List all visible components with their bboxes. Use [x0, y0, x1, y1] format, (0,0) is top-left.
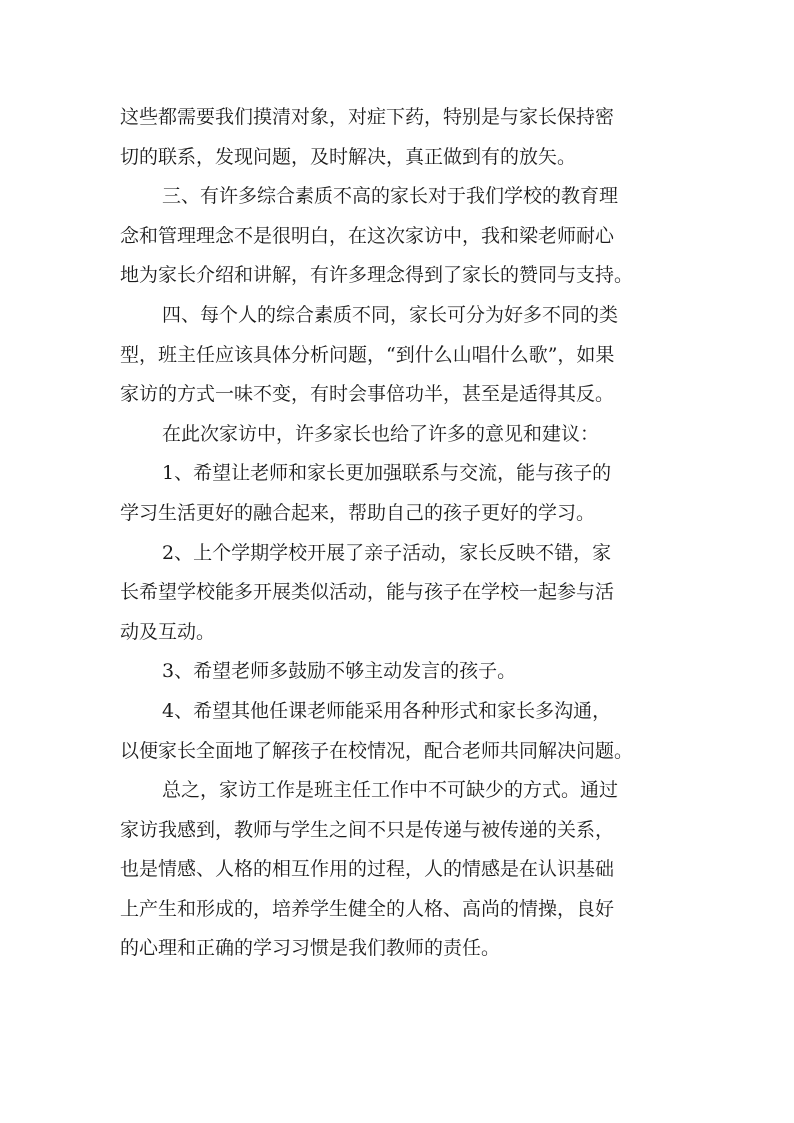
text-line: 长希望学校能多开展类似活动，能与孩子在学校一起参与活: [120, 581, 615, 604]
text-line: 家访我感到，教师与学生之间不只是传递与被传递的关系，: [120, 818, 615, 841]
text-line: 地为家长介绍和讲解，有许多理念得到了家长的赞同与支持。: [120, 264, 634, 287]
text-line: 也是情感、人格的相互作用的过程，人的情感是在认识基础: [120, 858, 615, 881]
text-line: 学习生活更好的融合起来，帮助自己的孩子更好的学习。: [120, 501, 596, 524]
document-body: [120, 98, 680, 969]
text-line: 三、有许多综合素质不高的家长对于我们学校的教育理: [162, 185, 619, 208]
text-line: 家访的方式一味不变，有时会事倍功半，甚至是适得其反。: [120, 383, 615, 406]
text-line: 这些都需要我们摸清对象，对症下药，特别是与家长保持密: [120, 106, 615, 128]
text-line: 3、希望老师多鼓励不够主动发言的孩子。: [162, 660, 517, 683]
text-line: 总之，家访工作是班主任工作中不可缺少的方式。通过: [162, 779, 619, 802]
text-line: 上产生和形成的，培养学生健全的人格、高尚的情操，良好: [120, 897, 615, 920]
text-line: 的心理和正确的学习习惯是我们教师的责任。: [120, 937, 501, 960]
text-line: 4、希望其他任课老师能采用各种形式和家长多沟通，: [162, 699, 612, 722]
text-line: 四、每个人的综合素质不同，家长可分为好多不同的类: [162, 303, 619, 326]
text-line: 在此次家访中，许多家长也给了许多的意见和建议：: [162, 422, 600, 445]
text-line: 型，班主任应该具体分析问题，“到什么山唱什么歌”，如果: [120, 343, 615, 366]
text-line: 2、上个学期学校开展了亲子活动，家长反映不错，家: [162, 541, 612, 564]
text-line: 以便家长全面地了解孩子在校情况，配合老师共同解决问题。: [120, 739, 634, 762]
text-line: 动及互动。: [120, 620, 216, 643]
text-line: 切的联系，发现问题，及时解决，真正做到有的放矢。: [120, 145, 577, 168]
text-line: 1、希望让老师和家长更加强联系与交流，能与孩子的: [162, 462, 612, 485]
text-line: 念和管理理念不是很明白，在这次家访中，我和梁老师耐心: [120, 224, 615, 247]
